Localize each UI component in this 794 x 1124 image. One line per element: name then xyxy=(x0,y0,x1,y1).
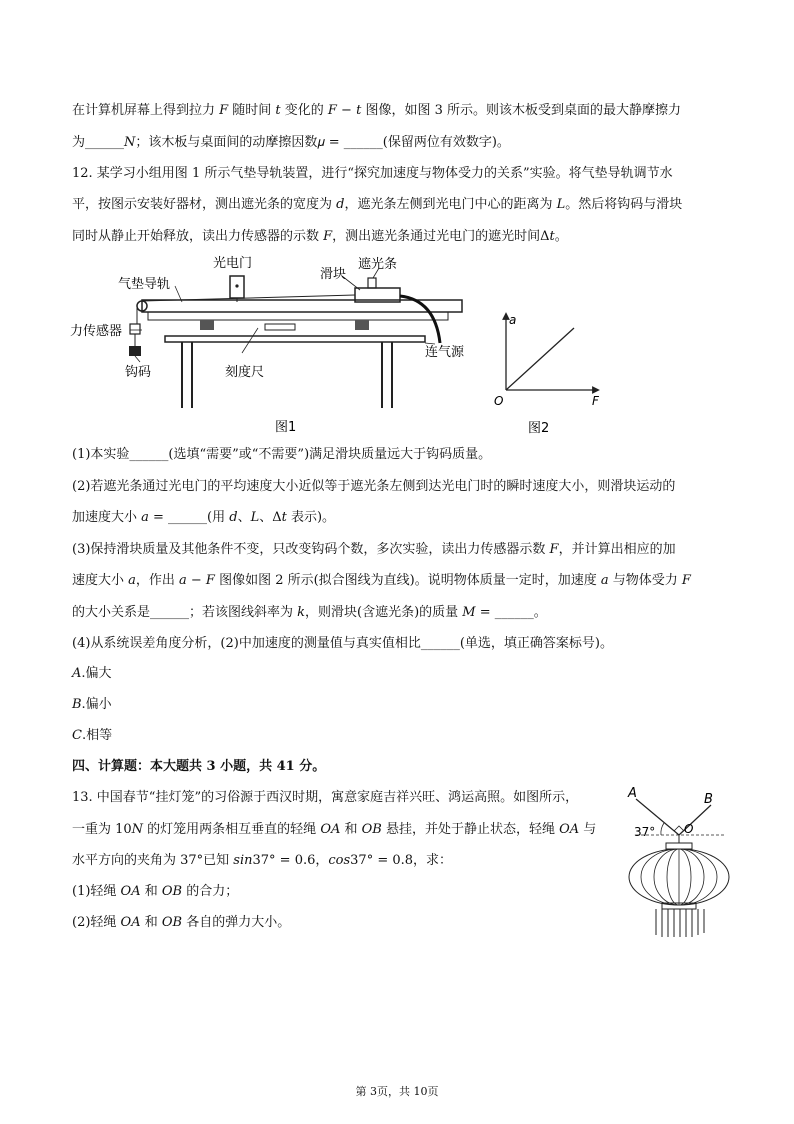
fig3-label-o: O xyxy=(684,822,694,836)
text-line-16: 13. 中国春节“挂灯笼”的习俗源于西汉时期，寓意家庭吉祥兴旺、鸿运高照。如图所示， xyxy=(72,790,579,805)
text-line-12: (4)从系统误差角度分析，(2)中加速度的测量值与真实值相比______(单选，填正确答案标号)。 xyxy=(72,636,613,651)
fig2-y-label: a xyxy=(509,313,517,327)
fig2-origin-label: O xyxy=(494,394,504,408)
fig3-angle-label: 37° xyxy=(634,825,656,839)
text-line-17: 一重为 10𝑁 的灯笼用两条相互垂直的轻绳 𝑂𝐴 和 𝑂𝐵 悬挂，并处于静止状态，轻绳 𝑂𝐴 与 xyxy=(72,822,597,837)
figure-lantern xyxy=(616,785,731,945)
fig3-label-b: B xyxy=(704,792,713,807)
fig3-label-a: A xyxy=(628,786,637,801)
text-line-5: 同时从静止开始释放，读出力传感器的示数 𝐹，测出遮光条通过光电门的遮光时间Δ𝑡。 xyxy=(72,229,568,244)
section-heading-4: 四、计算题：本大题共 3 小题，共 41 分。 xyxy=(72,759,326,774)
label-force-sensor: 力传感器 xyxy=(70,324,123,339)
label-air-source: 连气源 xyxy=(425,345,465,360)
option-c: 𝐶.相等 xyxy=(72,728,113,743)
text-line-9: (3)保持滑块质量及其他条件不变，只改变钩码个数，多次实验，读出力传感器示数 𝐹，并计算出相应的加 xyxy=(72,542,676,557)
label-photogate: 光电门 xyxy=(213,256,253,271)
text-line-6: (1)本实验______(选填“需要”或“不需要”)满足滑块质量远大于钩码质量。 xyxy=(72,447,492,462)
option-b: 𝐵.偏小 xyxy=(72,697,112,712)
text-line-18: 水平方向的夹角为 37°已知 𝑠𝑖𝑛37° = 0.6，𝑐𝑜𝑠37° = 0.8，求： xyxy=(72,853,453,868)
figure-1-air-track xyxy=(70,248,470,438)
text-line-1: 在计算机屏幕上得到拉力 𝐹 随时间 𝑡 变化的 𝐹 − 𝑡 图像，如图 3 所示。则该木板受到桌面的最大静摩擦力 xyxy=(72,103,681,118)
label-slider: 滑块 xyxy=(320,267,347,282)
text-line-2: 为______𝑁；该木板与桌面间的动摩擦因数𝜇 = ______(保留两位有效数字)。 xyxy=(72,135,510,150)
page-footer: 第 3页，共 10页 xyxy=(355,1085,439,1098)
figure-2-caption: 图2 xyxy=(528,421,550,436)
text-line-20: (2)轻绳 𝑂𝐴 和 𝑂𝐵 各自的弹力大小。 xyxy=(72,915,291,930)
label-hook-weight: 钩码 xyxy=(125,365,152,380)
text-line-19: (1)轻绳 𝑂𝐴 和 𝑂𝐵 的合力； xyxy=(72,884,239,899)
option-a: 𝐴.偏大 xyxy=(72,666,112,681)
label-air-track: 气垫导轨 xyxy=(118,277,171,292)
text-line-11: 的大小关系是______；若该图线斜率为 𝑘，则滑块(含遮光条)的质量 𝑀 = ______。 xyxy=(72,605,547,620)
text-line-7: (2)若遮光条通过光电门的平均速度大小近似等于遮光条左侧到达光电门时的瞬时速度大小，则滑块运动的 xyxy=(72,479,676,494)
text-line-8: 加速度大小 𝑎 = ______(用 𝑑、𝐿、Δ𝑡 表示)。 xyxy=(72,510,336,525)
text-line-10: 速度大小 𝑎，作出 𝑎 − 𝐹 图像如图 2 所示(拟合图线为直线)。说明物体质量一定时，加速度 𝑎 与物体受力 𝐹 xyxy=(72,573,691,588)
text-line-3: 12. 某学习小组用图 1 所示气垫导轨装置，进行“探究加速度与物体受力的关系”实验。将气垫导轨调节水 xyxy=(72,166,673,181)
fig2-x-label: F xyxy=(592,394,599,408)
label-shade-strip: 遮光条 xyxy=(358,257,398,272)
text-line-4: 平，按图示安装好器材，测出遮光条的宽度为 𝑑，遮光条左侧到光电门中心的距离为 𝐿。然后将钩码与滑块 xyxy=(72,197,683,212)
label-ruler: 刻度尺 xyxy=(225,365,265,380)
figure-1-caption: 图1 xyxy=(275,420,297,435)
figure-2-a-F-graph xyxy=(488,310,618,440)
